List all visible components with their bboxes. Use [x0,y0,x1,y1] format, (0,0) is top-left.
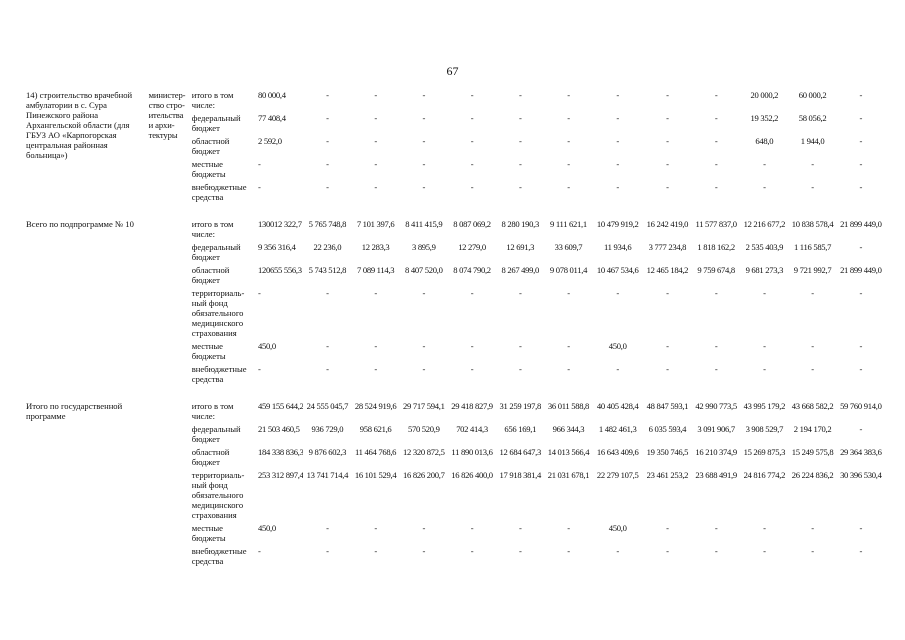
budget-table-container [25,89,885,568]
amount-cell: 9 759 674,8 [697,265,735,275]
amount-cell: 120655 556,3 [258,265,302,275]
amount-cell: 8 087 069,2 [453,219,491,229]
amount-cell: 22 279 107,5 [596,470,639,480]
funding-source: областной бюджет [191,265,230,285]
block-name: 14) строительство врачебной амбулатории в с. Сура Пинежского района Архангельской области (для ГБУЗ АО «Карпогорская центральная районная больница») [26,90,133,160]
amount-cell: - [859,90,863,100]
amount-cell: - [811,341,814,351]
amount-cell: - [567,90,570,100]
amount-cell: 24 555 045,7 [306,401,349,411]
amount-cell: - [616,113,619,123]
amount-cell: 16 242 419,0 [646,219,689,229]
amount-cell: - [859,136,863,146]
amount-cell: - [258,288,261,298]
amount-cell: - [567,288,570,298]
amount-cell: - [374,341,377,351]
amount-cell: - [374,159,377,169]
amount-cell: 80 000,4 [258,90,286,100]
amount-cell: 570 520,9 [407,424,440,434]
amount-cell: - [567,546,570,556]
amount-cell: 29 418 827,9 [451,401,493,411]
amount-cell: - [326,288,329,298]
amount-cell: - [470,341,474,351]
amount-cell: - [518,90,522,100]
amount-cell: 16 643 409,6 [596,447,639,457]
amount-cell: - [326,364,329,374]
amount-cell: 11 464 768,6 [354,447,397,457]
amount-cell: - [422,159,426,169]
amount-cell: 12 684 647,3 [499,447,542,457]
amount-cell: 8 411 415,9 [405,219,443,229]
amount-cell: - [470,182,474,192]
amount-cell: - [422,341,426,351]
amount-cell: 43 668 582,2 [791,401,834,411]
amount-cell: 58 056,2 [798,113,827,123]
amount-cell: 702 414,3 [456,424,488,434]
amount-cell: 7 101 397,6 [356,219,395,229]
amount-cell: 2 592,0 [258,136,282,146]
amount-cell: 24 816 774,2 [743,470,786,480]
funding-source: внебюджетные средства [191,364,247,384]
amount-cell: 9 681 273,3 [745,265,784,275]
block-name: Всего по подпрограмме № 10 [26,219,134,229]
amount-cell: 3 908 529,7 [745,424,784,434]
amount-cell: 6 035 593,4 [648,424,687,434]
amount-cell: 656 169,1 [504,424,537,434]
amount-cell: - [811,182,814,192]
amount-cell: 9 876 602,3 [308,447,347,457]
amount-cell: 9 078 011,4 [549,265,588,275]
amount-cell: - [567,113,570,123]
amount-cell: 33 609,7 [554,242,583,252]
amount-cell: - [859,159,863,169]
funding-source: федеральный бюджет [191,424,241,444]
amount-cell: 253 312 897,4 [258,470,304,480]
amount-cell: - [422,182,426,192]
amount-cell: - [567,523,570,533]
amount-cell: 459 155 644,2 [258,401,304,411]
amount-cell: - [616,136,619,146]
amount-cell: 22 236,0 [313,242,342,252]
amount-cell: - [518,341,522,351]
amount-cell: - [714,182,718,192]
amount-cell: - [326,113,329,123]
amount-cell: 29 364 383,6 [840,447,882,457]
amount-cell: - [666,341,669,351]
amount-cell: - [616,90,619,100]
amount-cell: - [811,159,814,169]
amount-cell: 14 013 566,4 [547,447,590,457]
amount-cell: 8 267 499,0 [501,265,540,275]
amount-cell: 21 503 460,5 [258,424,300,434]
amount-cell: 40 405 428,4 [596,401,639,411]
amount-cell: 12 320 872,5 [403,447,445,457]
amount-cell: 2 535 403,9 [745,242,784,252]
amount-cell: 20 000,2 [750,90,779,100]
amount-cell: - [616,364,619,374]
amount-cell: 16 101 529,4 [354,470,397,480]
amount-cell: 130012 322,7 [258,219,302,229]
amount-cell: - [518,182,522,192]
amount-cell: - [714,288,718,298]
amount-cell: 10 479 919,2 [596,219,639,229]
amount-cell: 3 895,9 [411,242,436,252]
amount-cell: - [567,136,570,146]
amount-cell: - [326,90,329,100]
amount-cell: - [518,364,522,374]
amount-cell: 16 826 200,7 [403,470,445,480]
amount-cell: 966 344,3 [552,424,585,434]
amount-cell: 43 995 179,2 [743,401,786,411]
amount-cell: 5 765 748,8 [308,219,347,229]
amount-cell: - [859,523,863,533]
amount-cell: - [326,523,329,533]
amount-cell: - [374,364,377,374]
amount-cell: - [326,182,329,192]
amount-cell: - [422,113,426,123]
budget-table [25,89,885,568]
amount-cell: - [714,159,718,169]
funding-source: местные бюджеты [191,159,226,179]
amount-cell: 19 352,2 [750,113,779,123]
amount-cell: 15 249 575,8 [791,447,834,457]
amount-cell: 936 729,0 [311,424,344,434]
amount-cell: 3 777 234,8 [648,242,687,252]
amount-cell: 19 350 746,5 [646,447,689,457]
amount-cell: 9 111 621,1 [550,219,587,229]
amount-cell: - [567,364,570,374]
funding-source: областной бюджет [191,136,230,156]
amount-cell: - [763,523,766,533]
amount-cell: - [859,288,863,298]
amount-cell: - [666,364,669,374]
budget-table-body [25,89,885,568]
amount-cell: 648,0 [755,136,774,146]
responsible-executor: министер-ство стро-ительства и архи-тектуры [148,90,186,140]
amount-cell: 28 524 919,6 [354,401,397,411]
funding-source: федеральный бюджет [191,242,241,262]
amount-cell: 7 089 114,3 [356,265,395,275]
amount-cell: - [714,90,718,100]
amount-cell: 21 031 678,1 [547,470,590,480]
amount-cell: 23 461 253,2 [646,470,689,480]
amount-cell: 3 091 906,7 [697,424,735,434]
amount-cell: 15 269 875,3 [743,447,786,457]
amount-cell: - [470,364,474,374]
amount-cell: - [859,341,863,351]
amount-cell: 26 224 836,2 [791,470,834,480]
amount-cell: - [567,182,570,192]
amount-cell: - [258,182,261,192]
amount-cell: - [258,159,261,169]
amount-cell: 12 283,3 [361,242,390,252]
amount-cell: 17 918 381,4 [499,470,542,480]
amount-cell: - [666,523,669,533]
amount-cell: - [422,136,426,146]
amount-cell: - [470,523,474,533]
amount-cell: 450,0 [258,341,276,351]
amount-cell: - [374,90,377,100]
amount-cell: - [374,182,377,192]
amount-cell: 1 116 585,7 [793,242,832,252]
amount-cell: 31 259 197,8 [499,401,542,411]
amount-cell: 36 011 588,8 [547,401,590,411]
amount-cell: - [518,159,522,169]
amount-cell: 16 826 400,0 [451,470,493,480]
amount-cell: 5 743 512,8 [308,265,347,275]
amount-cell: 59 760 914,0 [840,401,882,411]
amount-cell: - [763,182,766,192]
amount-cell: - [811,364,814,374]
page-number: 67 [446,64,459,78]
amount-cell: - [518,288,522,298]
amount-cell: 8 074 790,2 [453,265,491,275]
amount-cell: - [326,159,329,169]
table-row [25,89,885,112]
amount-cell: 450,0 [258,523,276,533]
amount-cell: - [518,546,522,556]
funding-source: внебюджетные средства [191,182,247,202]
amount-cell: 11 890 013,6 [451,447,493,457]
amount-cell: - [666,288,669,298]
amount-cell: 184 338 836,3 [258,447,304,457]
amount-cell: 21 899 449,0 [840,219,882,229]
amount-cell: 13 741 714,4 [306,470,349,480]
amount-cell: - [616,546,619,556]
funding-source: итого в том числе: [191,219,234,239]
amount-cell: - [763,288,766,298]
amount-cell: 30 396 530,4 [840,470,882,480]
amount-cell: - [666,113,669,123]
amount-cell: 450,0 [608,341,627,351]
amount-cell: 1 944,0 [800,136,825,146]
amount-cell: - [666,90,669,100]
amount-cell: - [763,159,766,169]
amount-cell: - [374,136,377,146]
amount-cell: 10 838 578,4 [791,219,834,229]
amount-cell: - [374,113,377,123]
amount-cell: - [811,546,814,556]
funding-source: территориаль-ный фонд обязательного медицинского страхования [191,288,245,338]
funding-source: местные бюджеты [191,523,226,543]
amount-cell: 10 467 534,6 [596,265,639,275]
amount-cell: - [567,341,570,351]
amount-cell: - [714,364,718,374]
funding-source: областной бюджет [191,447,230,467]
amount-cell: - [422,364,426,374]
amount-cell: - [666,546,669,556]
amount-cell: 9 356 316,4 [258,242,296,252]
amount-cell: - [422,288,426,298]
amount-cell: - [666,159,669,169]
amount-cell: 29 717 594,1 [403,401,445,411]
amount-cell: - [616,182,619,192]
amount-cell: 958 621,6 [359,424,392,434]
amount-cell: 450,0 [608,523,627,533]
amount-cell: - [859,182,863,192]
amount-cell: 1 818 162,2 [697,242,735,252]
amount-cell: - [258,546,261,556]
amount-cell: - [859,113,863,123]
amount-cell: - [374,523,377,533]
amount-cell: 23 688 491,9 [695,470,737,480]
amount-cell: - [374,288,377,298]
amount-cell: - [666,136,669,146]
amount-cell: - [616,288,619,298]
block-spacer [25,204,885,218]
funding-source: федеральный бюджет [191,113,241,133]
amount-cell: - [422,523,426,533]
amount-cell: - [859,546,863,556]
amount-cell: - [763,546,766,556]
funding-source: территориаль-ный фонд обязательного медицинского страхования [191,470,245,520]
amount-cell: 8 280 190,3 [501,219,540,229]
amount-cell: - [470,159,474,169]
table-row [25,400,885,423]
block-name: Итого по государственной программе [26,401,123,421]
amount-cell: 60 000,2 [798,90,827,100]
amount-cell: - [326,341,329,351]
amount-cell: 11 934,6 [604,242,632,252]
amount-cell: - [714,546,718,556]
amount-cell: 1 482 461,3 [598,424,637,434]
amount-cell: 12 216 677,2 [743,219,786,229]
funding-source: итого в том числе: [191,90,234,110]
amount-cell: - [714,136,718,146]
amount-cell: - [470,90,474,100]
amount-cell: 11 577 837,0 [695,219,737,229]
amount-cell: 12 465 184,2 [646,265,689,275]
amount-cell: - [518,113,522,123]
amount-cell: - [763,341,766,351]
amount-cell: - [859,424,863,434]
amount-cell: - [518,136,522,146]
amount-cell: 12 279,0 [458,242,486,252]
amount-cell: 2 194 170,2 [793,424,832,434]
amount-cell: - [518,523,522,533]
amount-cell: - [326,546,329,556]
table-row [25,218,885,241]
amount-cell: - [258,364,261,374]
amount-cell: - [326,136,329,146]
amount-cell: 9 721 992,7 [793,265,832,275]
amount-cell: - [811,288,814,298]
amount-cell: - [374,546,377,556]
funding-source: местные бюджеты [191,341,226,361]
amount-cell: - [470,288,474,298]
amount-cell: 8 407 520,0 [405,265,443,275]
amount-cell: - [666,182,669,192]
amount-cell: - [567,159,570,169]
amount-cell: - [763,364,766,374]
amount-cell: - [811,523,814,533]
responsible-executor [148,218,191,386]
amount-cell: 77 408,4 [258,113,286,123]
amount-cell: - [714,113,718,123]
amount-cell: 48 847 593,1 [646,401,689,411]
amount-cell: - [422,90,426,100]
amount-cell: 42 990 773,5 [695,401,737,411]
amount-cell: - [470,113,474,123]
amount-cell: 12 691,3 [506,242,535,252]
amount-cell: - [714,523,718,533]
amount-cell: - [470,136,474,146]
amount-cell: 21 899 449,0 [840,265,882,275]
funding-source: итого в том числе: [191,401,234,421]
amount-cell: - [616,159,619,169]
amount-cell: - [859,364,863,374]
amount-cell: 16 210 374,9 [695,447,737,457]
amount-cell: - [422,546,426,556]
block-spacer [25,386,885,400]
amount-cell: - [859,242,863,252]
amount-cell: - [470,546,474,556]
amount-cell: - [714,341,718,351]
funding-source: внебюджетные средства [191,546,247,566]
responsible-executor [148,400,191,568]
